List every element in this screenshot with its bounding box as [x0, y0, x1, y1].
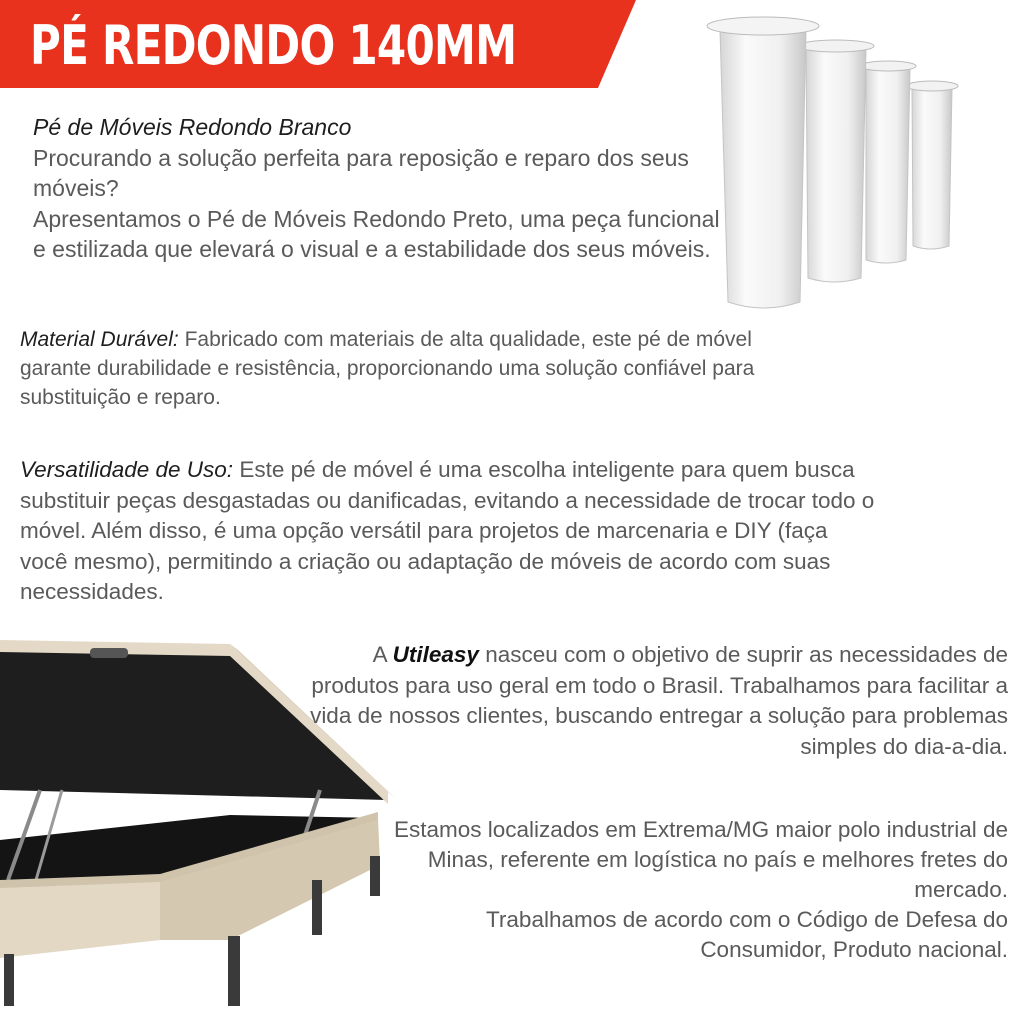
intro-section [33, 112, 733, 265]
location-line-1: Estamos localizados em Extrema/MG maior polo industrial de Minas, referente em logística no país e melhores fretes do mercado. [394, 817, 1008, 902]
page-title: PÉ REDONDO 140MM [30, 14, 517, 77]
leg-medium [860, 61, 916, 263]
material-lead: Material Durável: [20, 328, 179, 351]
about-paragraph [308, 640, 1008, 762]
material-text: Fabricado com materiais de alta qualidade, este pé de móvel garante durabilidade e resistência, proporcionando uma solução confiável para substituição e reparo. [20, 328, 755, 409]
product-subtitle: Pé de Móveis Redondo Branco [33, 114, 352, 140]
location-line-2: Trabalhamos de acordo com o Código de Defesa do Consumidor, Produto nacional. [486, 907, 1008, 962]
intro-question: Procurando a solução perfeita para reposição e reparo dos seus móveis? [33, 144, 689, 201]
brand-name: Utileasy [392, 642, 479, 667]
intro-presentation: Apresentamos o Pé de Móveis Redondo Preto, uma peça funcional e estilizada que elevará o visual e a estabilidade dos seus móveis. [33, 205, 720, 262]
about-prefix: A [372, 642, 387, 667]
versatility-text: Este pé de móvel é uma escolha inteligente para quem busca substituir peças desgastadas ou danificadas, evitando a necessidade de trocar todo o móvel. Além disso, é uma opção versátil para projetos de marcenaria e DIY (faça você mesmo), permitindo a criação ou adaptação de móveis de acordo com suas necessidades. [20, 457, 875, 604]
leg-large [798, 40, 874, 282]
furniture-legs-image [700, 10, 970, 320]
versatility-paragraph [20, 455, 880, 608]
versatility-lead: Versatilidade de Uso: [20, 457, 234, 482]
material-paragraph [20, 325, 780, 412]
about-text: nasceu com o objetivo de suprir as necessidades de produtos para uso geral em todo o Brasil. Trabalhamos para facilitar a vida de nossos clientes, buscando entregar a solução para problemas simples do dia-a-dia. [310, 642, 1008, 759]
leg-tallest [707, 17, 819, 308]
title-banner [0, 0, 660, 88]
leg-small [906, 81, 958, 249]
location-paragraph [388, 815, 1008, 965]
